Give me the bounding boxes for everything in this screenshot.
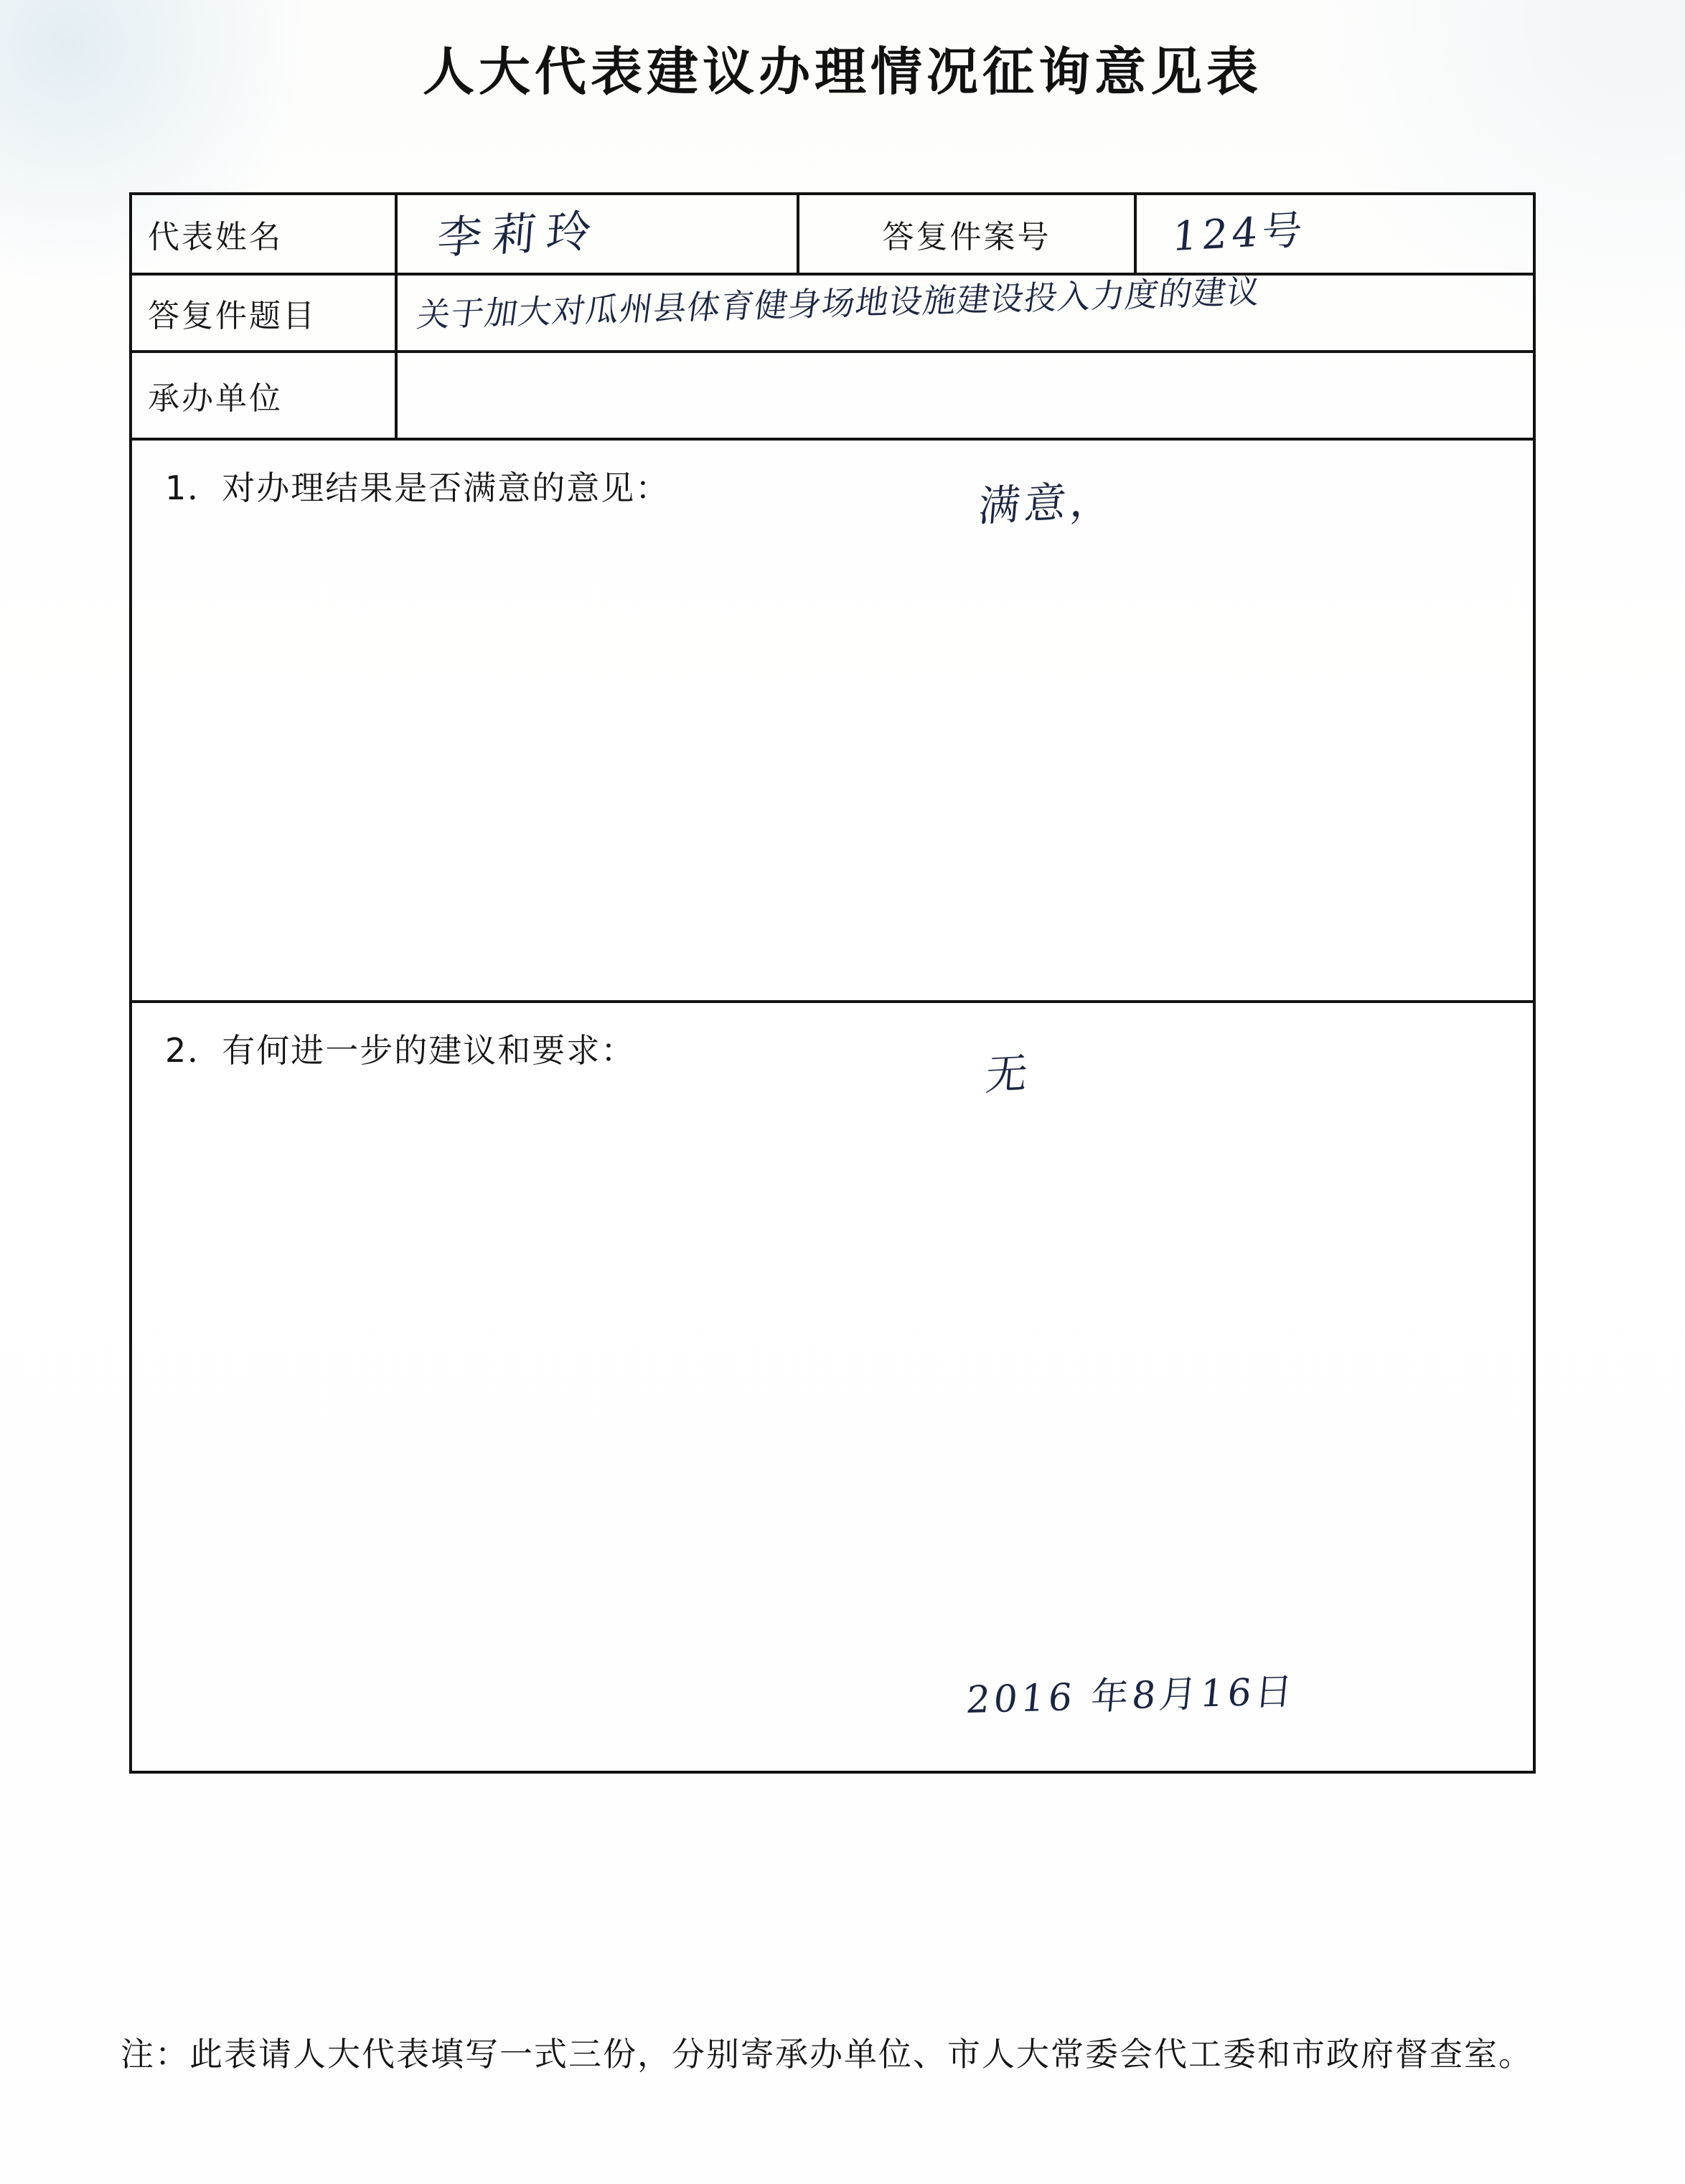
case-number-value[interactable]: [1137, 195, 1533, 273]
question-1-answer: 满意，: [976, 474, 1119, 532]
table-row: [132, 195, 1533, 276]
question-1-label: 1．对办理结果是否满意的意见：: [165, 469, 670, 507]
form-table: [129, 192, 1536, 1774]
representative-name-label: 代表姓名: [132, 195, 398, 273]
question-2-answer: 无: [983, 1048, 1034, 1100]
table-row: [132, 272, 1533, 353]
table-row: [132, 353, 1533, 441]
handling-unit-value[interactable]: [398, 353, 1533, 438]
page-title: 人大代表建议办理情况征询意见表: [422, 42, 1262, 102]
case-number-label: 答复件案号: [799, 195, 1137, 273]
table-row: [132, 1003, 1533, 1771]
signature-date: 2016 年8月16日: [964, 1670, 1298, 1723]
reply-title-value[interactable]: [398, 272, 1533, 350]
question-2-block[interactable]: [132, 1003, 1533, 1771]
representative-name-handwriting: 李莉玲: [435, 204, 604, 264]
question-1-block[interactable]: [132, 441, 1533, 1000]
handling-unit-label: 承办单位: [132, 353, 398, 438]
case-number-handwriting: 124号: [1170, 207, 1309, 261]
reply-title-label: 答复件题目: [132, 276, 398, 350]
representative-name-value[interactable]: [398, 195, 799, 273]
question-2-label: 2．有何进一步的建议和要求：: [165, 1031, 636, 1070]
footnote: 注：此表请人大代表填写一式三份，分别寄承办单位、市人大常委会代工委和市政府督查室。: [121, 2035, 1533, 2074]
reply-title-handwriting: 关于加大对瓜州县体育健身场地设施建设投入力度的建议: [415, 272, 1263, 335]
table-row: [132, 441, 1533, 1003]
